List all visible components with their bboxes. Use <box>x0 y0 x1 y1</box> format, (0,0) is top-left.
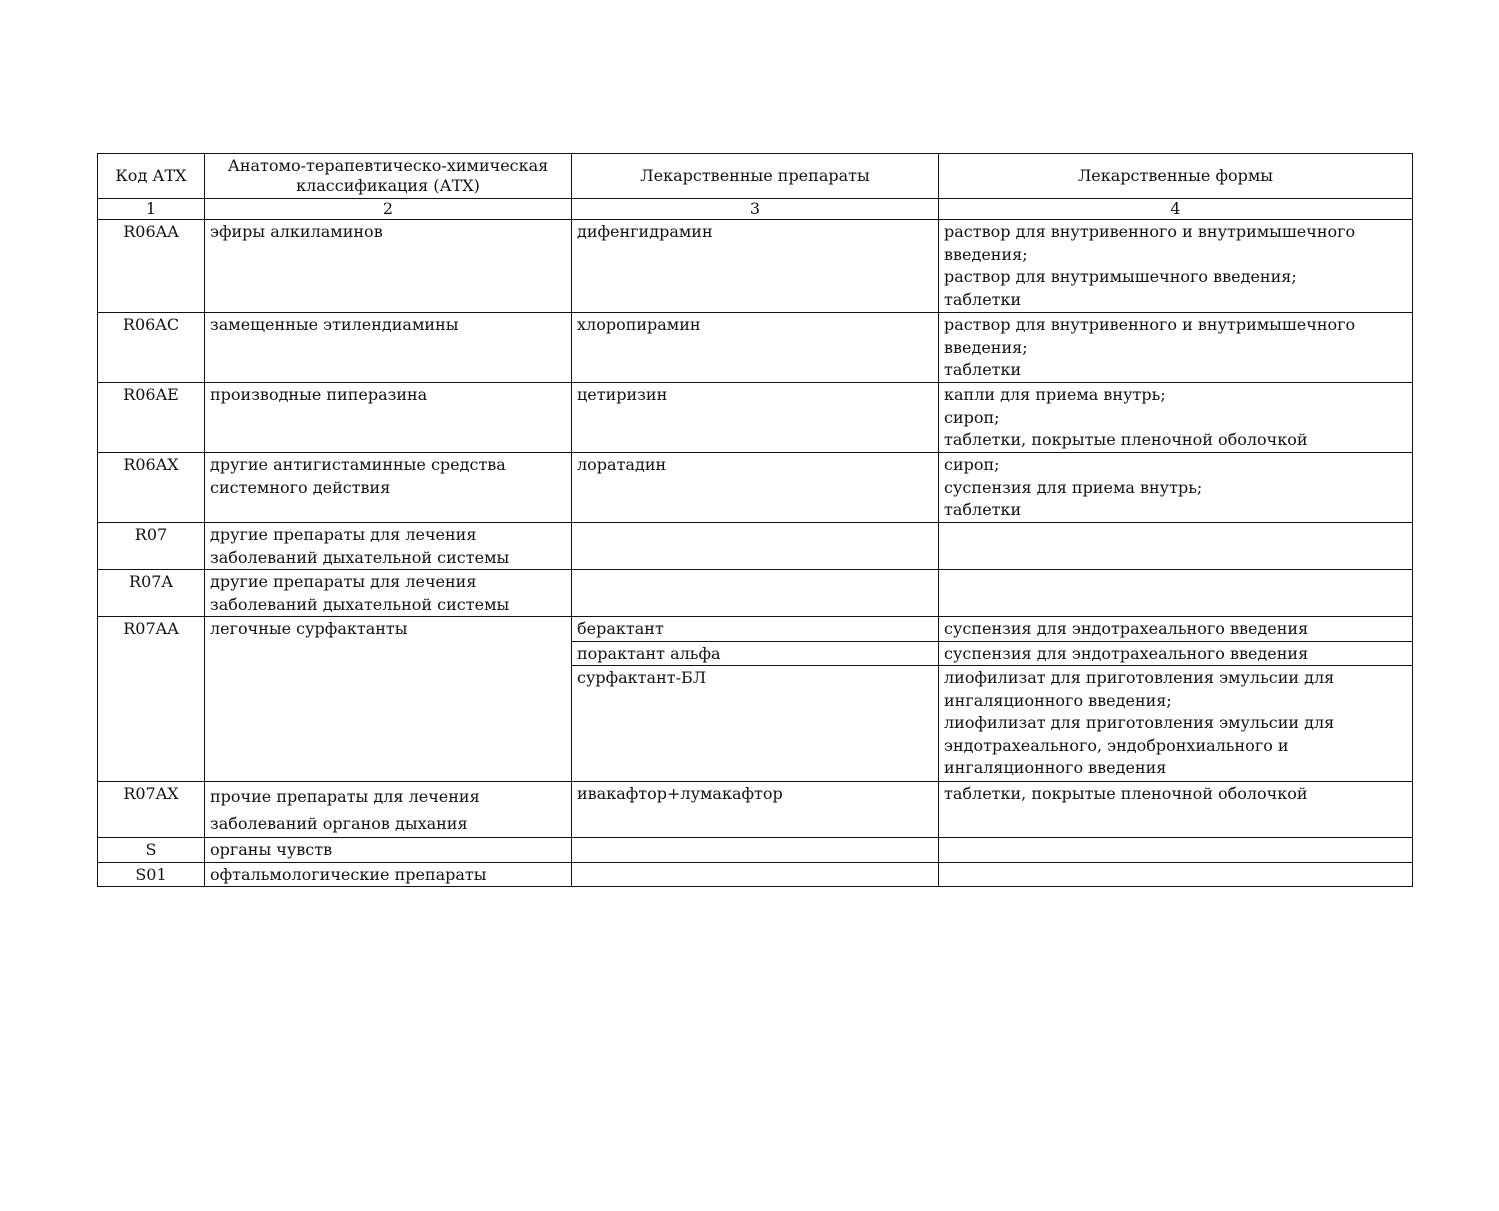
dosage-form-line: введения; <box>944 244 1028 264</box>
drug-name: порактант альфа <box>572 641 939 666</box>
table-row <box>98 782 1413 838</box>
column-number-row <box>98 199 1413 220</box>
header-classification-line: классификация (АТХ) <box>296 176 480 195</box>
table-row <box>98 383 1413 453</box>
dosage-form-line: суспензия для приема внутрь; <box>944 477 1203 497</box>
table-row <box>98 523 1413 570</box>
atx-class <box>205 523 572 570</box>
dosage-form-line: раствор для внутривенного и внутримышечного <box>944 315 1356 334</box>
drug-name <box>572 570 939 617</box>
header-forms: Лекарственные формы <box>939 154 1413 199</box>
atx-code: R06AX <box>98 453 205 523</box>
atx-class: замещенные этилендиамины <box>205 313 572 383</box>
atx-class: органы чувств <box>205 838 572 863</box>
header-drugs: Лекарственные препараты <box>572 154 939 199</box>
dosage-form-line: сироп; <box>944 455 1000 474</box>
dosage-form-line: таблетки <box>944 360 1022 379</box>
atx-class: эфиры алкиламинов <box>205 220 572 313</box>
dosage-form-line: введения; <box>944 337 1028 357</box>
drug-name: хлоропирамин <box>572 313 939 383</box>
atx-class-line: другие антигистаминные средства <box>210 455 506 474</box>
dosage-forms <box>939 383 1413 453</box>
atx-class: производные пиперазина <box>205 383 572 453</box>
dosage-forms <box>939 313 1413 383</box>
column-number: 1 <box>98 199 205 220</box>
table-row <box>98 313 1413 383</box>
atx-code: R07AA <box>98 617 205 782</box>
dosage-form-line: таблетки <box>944 289 1022 309</box>
atx-class-line: другие препараты для лечения <box>210 572 477 591</box>
dosage-form-line: раствор для внутримышечного введения; <box>944 267 1297 286</box>
drug-name <box>572 523 939 570</box>
dosage-form-line: таблетки <box>944 500 1022 519</box>
column-number: 4 <box>939 199 1413 220</box>
dosage-form-line: ингаляционного введения; <box>944 690 1172 710</box>
atx-class-line: заболеваний органов дыхания <box>210 814 468 833</box>
drug-name: сурфактант-БЛ <box>572 666 939 782</box>
atx-class <box>205 570 572 617</box>
atx-class <box>205 453 572 523</box>
drug-name: дифенгидрамин <box>572 220 939 313</box>
dosage-form-line: лиофилизат для приготовления эмульсии для <box>944 713 1335 732</box>
table-row <box>98 862 1413 887</box>
table-row <box>98 838 1413 863</box>
atx-class-line: системного действия <box>210 477 391 497</box>
dosage-forms <box>939 523 1413 570</box>
atx-code: R07AX <box>98 782 205 838</box>
header-classification-line: Анатомо-терапевтическо-химическая <box>227 156 549 175</box>
dosage-forms <box>939 220 1413 313</box>
atx-code: R06AC <box>98 313 205 383</box>
dosage-forms <box>939 862 1413 887</box>
atx-class <box>205 782 572 838</box>
dosage-form-line: суспензия для эндотрахеального введения <box>944 643 1309 663</box>
drug-name: ивакафтор+лумакафтор <box>572 782 939 838</box>
column-number: 2 <box>205 199 572 220</box>
atx-code: S <box>98 838 205 863</box>
atx-code: R06AA <box>98 220 205 313</box>
drug-name <box>572 862 939 887</box>
dosage-forms <box>939 782 1413 838</box>
dosage-form-line: таблетки, покрытые пленочной оболочкой <box>944 430 1308 449</box>
atx-class: легочные сурфактанты <box>205 617 572 782</box>
dosage-forms <box>939 570 1413 617</box>
header-classification <box>205 154 572 199</box>
atx-code: R06AE <box>98 383 205 453</box>
drug-name <box>572 838 939 863</box>
table-row <box>98 570 1413 617</box>
atx-code: R07A <box>98 570 205 617</box>
header-code: Код АТХ <box>98 154 205 199</box>
dosage-forms <box>939 666 1413 782</box>
dosage-forms <box>939 453 1413 523</box>
dosage-form-line: суспензия для эндотрахеального введения <box>944 619 1309 638</box>
atx-class-line: прочие препараты для лечения <box>210 787 480 806</box>
column-number: 3 <box>572 199 939 220</box>
table-row <box>98 453 1413 523</box>
dosage-forms <box>939 838 1413 863</box>
table-row <box>98 220 1413 313</box>
table-row <box>98 617 1413 642</box>
atx-class-line: другие препараты для лечения <box>210 525 477 544</box>
drug-name: берактант <box>572 617 939 642</box>
atx-class: офтальмологические препараты <box>205 862 572 887</box>
dosage-forms <box>939 617 1413 642</box>
header-row <box>98 154 1413 199</box>
dosage-form-line: таблетки, покрытые пленочной оболочкой <box>944 784 1308 803</box>
atx-code: R07 <box>98 523 205 570</box>
dosage-form-line: ингаляционного введения <box>944 758 1167 777</box>
drug-name: лоратадин <box>572 453 939 523</box>
drug-name: цетиризин <box>572 383 939 453</box>
dosage-form-line: капли для приема внутрь; <box>944 385 1166 404</box>
atx-code: S01 <box>98 862 205 887</box>
atx-class-line: заболеваний дыхательной системы <box>210 594 510 614</box>
dosage-form-line: лиофилизат для приготовления эмульсии для <box>944 668 1335 687</box>
dosage-forms <box>939 641 1413 666</box>
dosage-form-line: сироп; <box>944 407 1000 427</box>
atx-table <box>97 153 1413 887</box>
dosage-form-line: эндотрахеального, эндобронхиального и <box>944 735 1289 755</box>
atx-class-line: заболеваний дыхательной системы <box>210 547 510 567</box>
dosage-form-line: раствор для внутривенного и внутримышечного <box>944 222 1356 241</box>
